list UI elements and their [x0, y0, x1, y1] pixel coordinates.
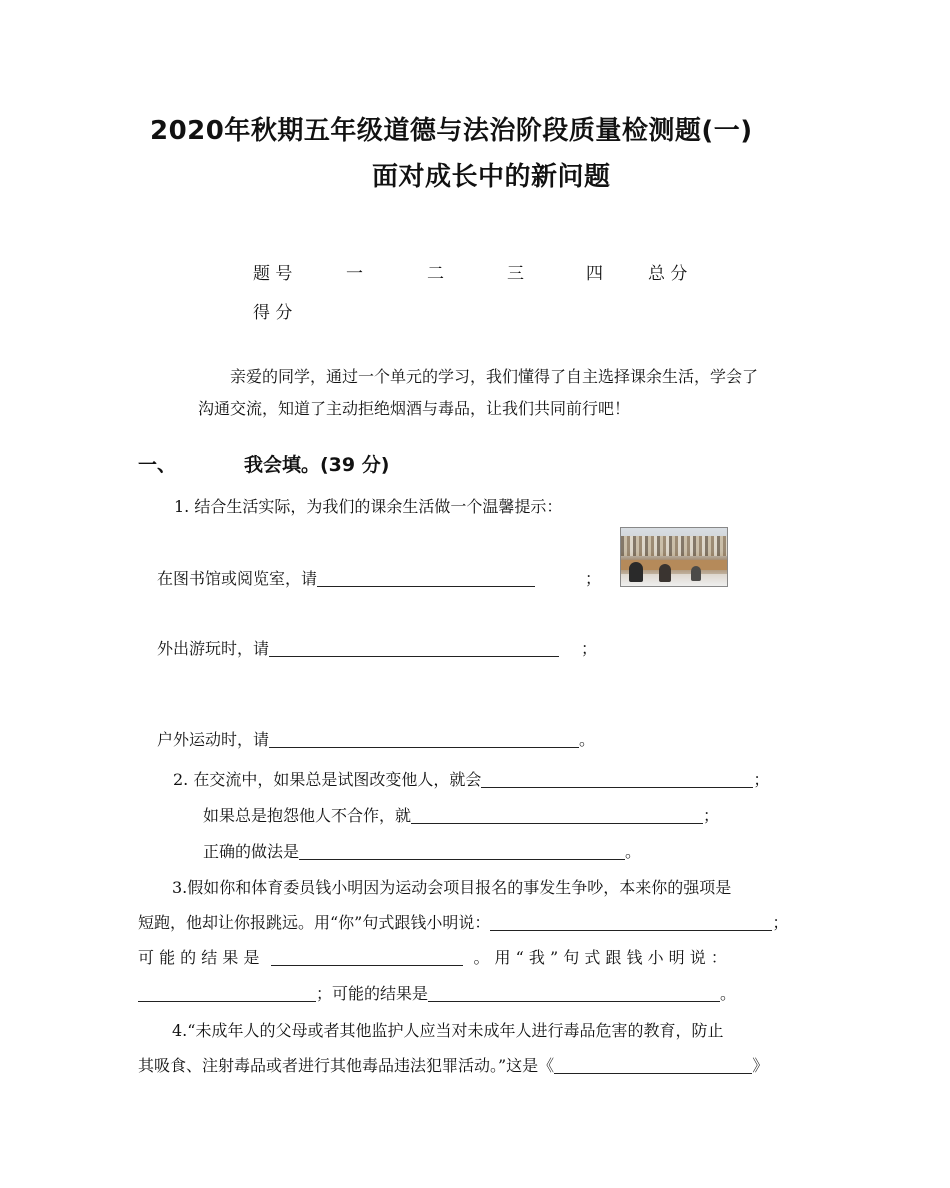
q3-line3b-text: 。 用 “ 我 ” 句 式 跟 钱 小 明 说 ： [473, 948, 727, 967]
q3-line3 [138, 945, 727, 968]
q3-blank-result1[interactable] [271, 949, 463, 966]
score-row-label: 得 分 [253, 303, 293, 323]
q1-line-outing-text: 外出游玩时，请 [157, 639, 270, 658]
q3-line4 [138, 981, 736, 1004]
q4-line2-text: 其吸食、注射毒品或者进行其他毒品违法犯罪活动。”这是《 [138, 1056, 555, 1075]
q2-line3-end: 。 [625, 842, 642, 861]
q4-line1: 4.“未成年人的父母或者其他监护人应当对未成年人进行毒品危害的教育，防止 [172, 1021, 724, 1040]
q2-blank3[interactable] [299, 843, 625, 860]
q3-blank-me[interactable] [138, 985, 316, 1002]
q1-line-sport [157, 727, 595, 750]
q4-blank-law[interactable] [554, 1057, 752, 1074]
q1-line-outing-end: ； [581, 639, 598, 658]
q3-line4b-text: ；可能的结果是 [316, 984, 429, 1003]
intro-line2: 沟通交流，知道了主动拒绝烟酒与毒品，让我们共同前行吧！ [198, 399, 631, 418]
q2-line2 [203, 803, 719, 826]
q1-intro: 1. 结合生活实际，为我们的课余生活做一个温馨提示： [174, 497, 563, 516]
score-header-1: 一 [346, 264, 363, 284]
score-header-3: 三 [507, 264, 524, 284]
q2-line2-text: 如果总是抱怨他人不合作，就 [203, 806, 412, 825]
page-title-line2: 面对成长中的新问题 [372, 162, 611, 192]
q3-blank-you[interactable] [490, 914, 772, 931]
q1-library-blank[interactable] [317, 570, 535, 587]
q2-blank2[interactable] [411, 807, 703, 824]
score-header-4: 四 [586, 264, 603, 284]
q1-line-sport-text: 户外运动时，请 [157, 730, 270, 749]
q3-line3a-text: 可 能 的 结 果 是 [138, 948, 260, 967]
q2-blank1[interactable] [481, 771, 753, 788]
q2-line1 [173, 767, 769, 790]
q1-line-library-text: 在图书馆或阅览室，请 [157, 569, 318, 588]
q1-outing-blank[interactable] [269, 640, 559, 657]
score-header-total: 总 分 [648, 264, 688, 284]
score-header-number: 题 号 [253, 264, 293, 284]
q1-line-library [157, 566, 601, 589]
page-title-line1: 2020年秋期五年级道德与法治阶段质量检测题(一) [150, 116, 753, 146]
q3-blank-result2[interactable] [428, 985, 720, 1002]
q2-line3 [203, 839, 641, 862]
q1-line-sport-end: 。 [579, 730, 596, 749]
q2-line1-end: ； [753, 770, 770, 789]
q3-line2-text: 短跑，他却让你报跳远。用“你”句式跟钱小明说： [138, 913, 491, 932]
q3-line1: 3.假如你和体育委员钱小明因为运动会项目报名的事发生争吵，本来你的强项是 [172, 878, 732, 897]
intro-line1: 亲爱的同学，通过一个单元的学习，我们懂得了自主选择课余生活，学会了 [230, 367, 759, 386]
score-header-2: 二 [427, 264, 444, 284]
q4-line2 [138, 1053, 768, 1076]
q3-line2 [138, 910, 788, 933]
q1-line-library-end: ； [585, 569, 602, 588]
q2-line2-end: ； [703, 806, 720, 825]
q3-line2-end: ； [772, 913, 789, 932]
section1-title: 我会填。(39 分) [244, 454, 390, 476]
q2-line3-text: 正确的做法是 [203, 842, 300, 861]
q2-line1-text: 2. 在交流中，如果总是试图改变他人，就会 [173, 770, 482, 789]
library-photo-icon [620, 527, 728, 587]
section1-number: 一、 [138, 454, 177, 476]
q1-sport-blank[interactable] [269, 731, 579, 748]
q1-line-outing [157, 636, 597, 659]
q3-line4-end: 。 [720, 984, 737, 1003]
q4-line2-end: 》 [752, 1056, 769, 1075]
